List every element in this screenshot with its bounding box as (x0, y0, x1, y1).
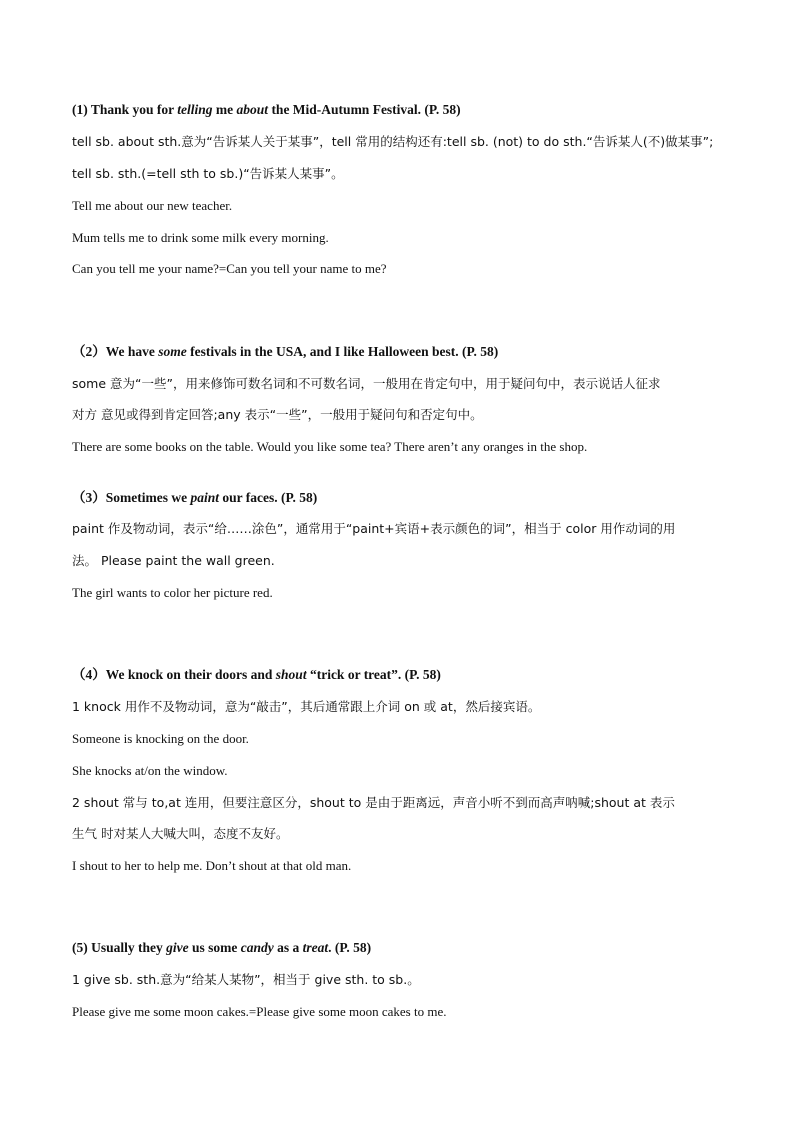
heading-emphasis: shout (275, 667, 307, 682)
heading-text: (5) Usually they (72, 940, 167, 955)
heading-emphasis: about (236, 102, 269, 117)
heading-text: (1) Thank you for (72, 102, 178, 117)
section-2-heading (72, 343, 498, 361)
heading-text: “trick or treat”. (P. 58) (306, 667, 441, 682)
section-2-line-1: some 意为“一些”，用来修饰可数名词和不可数名词，一般用在肯定句中，用于疑问句中，表示说话人征求 (72, 376, 661, 391)
section-4-line-3: 生气 时对某人大喊大叫，态度不友好。 (72, 826, 289, 841)
section-5-heading (72, 939, 371, 957)
section-4-heading (72, 666, 441, 684)
heading-emphasis: paint (190, 490, 219, 505)
heading-emphasis: candy (240, 940, 274, 955)
heading-text: （4）We knock on their doors and (72, 667, 276, 682)
section-4-line-2: 2 shout 常与 to,at 连用，但要注意区分，shout to 是由于距离远，声音小听不到而高声呐喊;shout at 表示 (72, 795, 675, 810)
section-1-line-1: tell sb. about sth.意为“告诉某人关于某事”，tell 常用的结构还有:tell sb. (not) to do sth.“告诉某人(不)做某事”; (72, 134, 714, 149)
heading-text: as a (273, 940, 303, 955)
heading-text: festivals in the USA, and I like Halloween best. (P. 58) (186, 344, 499, 359)
section-1-heading (72, 101, 461, 119)
section-3-line-2: 法。 Please paint the wall green. (72, 553, 275, 568)
section-1-example-2: Mum tells me to drink some milk every morning. (72, 230, 329, 245)
section-3-line-1: paint 作及物动词，表示“给……涂色”，通常用于“paint+宾语+表示颜色的词”，相当于 color 用作动词的用 (72, 521, 676, 536)
heading-text: . (P. 58) (328, 940, 372, 955)
heading-text: the Mid-Autumn Festival. (P. 58) (268, 102, 461, 117)
section-1-line-2: tell sb. sth.(=tell sth to sb.)“告诉某人某事”。 (72, 166, 344, 181)
section-4-example-3: I shout to her to help me. Don’t shout at that old man. (72, 858, 352, 873)
section-5-line-1: 1 give sb. sth.意为“给某人某物”，相当于 give sth. to sb.。 (72, 972, 420, 987)
heading-text: our faces. (P. 58) (219, 490, 318, 505)
section-4-example-2: She knocks at/on the window. (72, 763, 228, 778)
heading-text: me (212, 102, 237, 117)
section-4-example-1: Someone is knocking on the door. (72, 731, 249, 746)
section-5-example-1: Please give me some moon cakes.=Please give some moon cakes to me. (72, 1004, 447, 1019)
heading-emphasis: telling (177, 102, 213, 117)
section-1-example-1: Tell me about our new teacher. (72, 198, 233, 213)
section-3-example-1: The girl wants to color her picture red. (72, 585, 273, 600)
heading-text: （2）We have (72, 344, 159, 359)
heading-text: us some (188, 940, 241, 955)
section-2-line-2: 对方 意见或得到肯定回答;any 表示“一些”，一般用于疑问句和否定句中。 (72, 407, 483, 422)
heading-emphasis: some (158, 344, 187, 359)
heading-emphasis: give (166, 940, 189, 955)
section-3-heading (72, 489, 317, 507)
heading-text: （3）Sometimes we (72, 490, 191, 505)
section-1-example-3: Can you tell me your name?=Can you tell your name to me? (72, 261, 387, 276)
heading-emphasis: treat (302, 940, 329, 955)
section-4-line-1: 1 knock 用作不及物动词，意为“敲击”，其后通常跟上介词 on 或 at，然后接宾语。 (72, 699, 541, 714)
section-2-example-1: There are some books on the table. Would you like some tea? There aren’t any oranges in the shop. (72, 439, 588, 454)
